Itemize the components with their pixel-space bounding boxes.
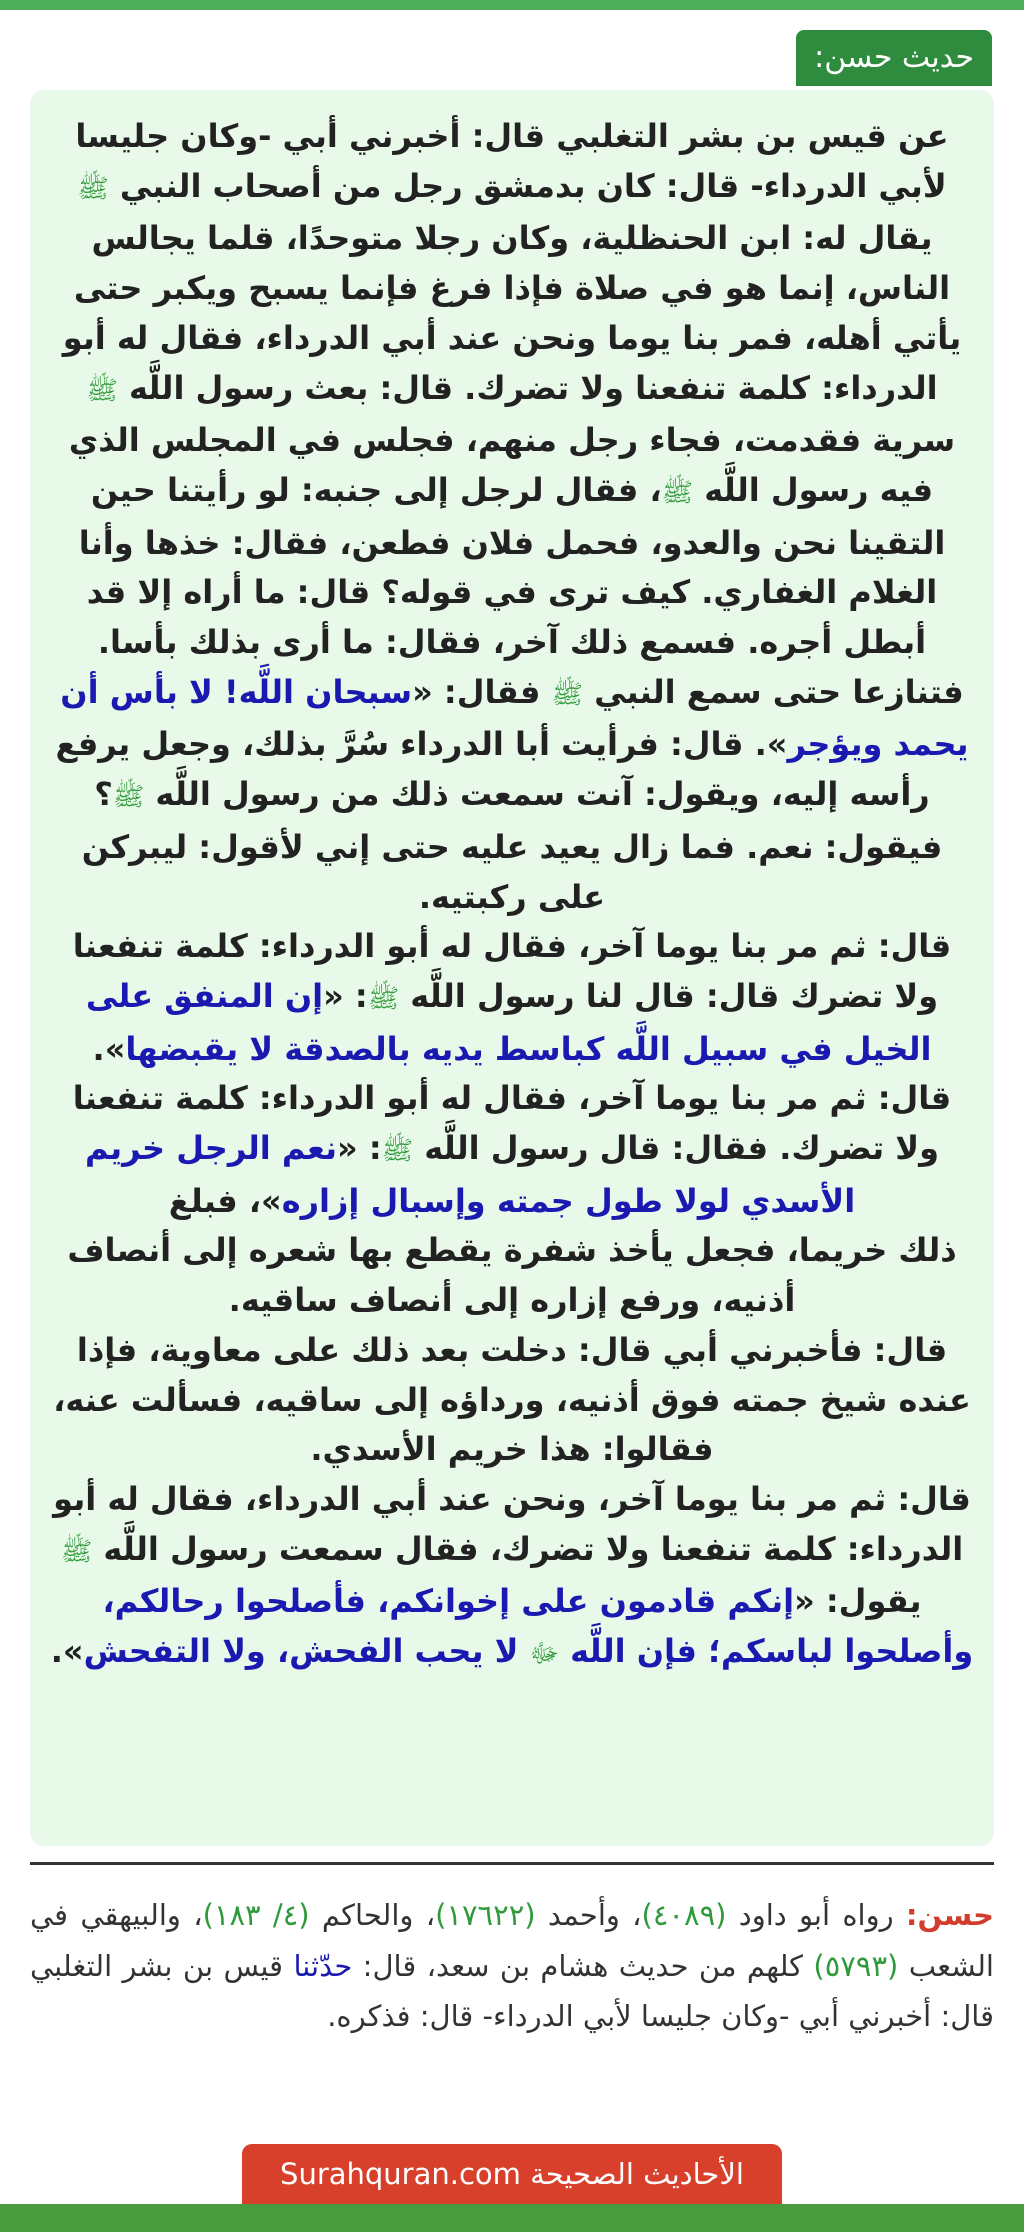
hadith-text-segment: قال: ثم مر بنا يوما آخر، فقال له أبو الدرداء: كلمة تنفعنا ولا تضرك قال: قال لنا رسول اللَّه <box>72 927 952 1015</box>
hadith-text-segment: فقال: « <box>412 672 552 711</box>
hadith-number: (١٧٦٢٢) <box>435 1898 536 1932</box>
takhrij-text: ، والحاكم <box>309 1898 436 1932</box>
hadith-paragraph-1 <box>48 112 976 922</box>
hadith-paragraph-3b: ذلك خريما، فجعل يأخذ شفرة يقطع بها شعره إلى أنصاف أذنيه، ورفع إزاره إلى أنصاف ساقيه. <box>67 1231 957 1320</box>
salawat-icon: ﷺ <box>551 679 584 710</box>
salawat-icon: ﷺ <box>367 983 400 1014</box>
hadith-text-box <box>30 90 994 1846</box>
hadith-number: (٥٧٩٣) <box>813 1948 899 1983</box>
salawat-icon: ﷺ <box>77 173 109 204</box>
hadith-text-segment: يقول: « <box>794 1582 922 1621</box>
top-accent-bar <box>0 0 1024 10</box>
hadith-paragraph-3 <box>48 1074 976 1226</box>
header-label-row <box>796 30 992 86</box>
hadith-text-segment: سرية فقدمت، فجاء رجل منهم، فجلس في المجلس الذي فيه رسول اللَّه <box>68 421 956 509</box>
salawat-icon: ﷺ <box>661 477 694 508</box>
prophet-quote-2: إن المنفق على الخيل في سبيل اللَّه كباسط يديه بالصدقة لا يقبضها <box>85 976 932 1068</box>
bottom-accent-bar <box>0 2204 1024 2232</box>
hadith-text-segment: : « <box>337 1129 382 1168</box>
hadith-number: (٤/ ١٨٣) <box>202 1898 310 1932</box>
salawat-icon: ﷺ <box>112 782 145 813</box>
hadith-text-segment: قال: ثم مر بنا يوما آخر، فقال له أبو الدرداء: كلمة تنفعنا ولا تضرك. فقال: قال رسول اللَّه <box>72 1079 952 1168</box>
prophet-quote-4-end: لا يحب الفحش، ولا التفحش <box>83 1632 530 1671</box>
hadith-paragraph-5 <box>48 1475 976 1680</box>
hadith-paragraph-2 <box>48 922 976 1074</box>
site-badge[interactable]: الأحاديث الصحيحة Surahquran.com <box>242 2144 782 2204</box>
salawat-icon: ﷺ <box>381 1136 414 1167</box>
hadith-text-segment: عن قيس بن بشر التغلبي قال: أخبرني أبي -وكان جليسا لأبي الدرداء- قال: كان بدمشق رجل من أصحاب النبي <box>75 117 949 205</box>
hadith-text-segment: ». <box>92 1029 126 1068</box>
salawat-icon: ﷺ <box>60 1536 93 1567</box>
grade-label: حسن: <box>905 1898 994 1932</box>
takhrij-section <box>30 1890 994 2042</box>
narration-link[interactable]: حدّثنا <box>293 1948 353 1983</box>
takhrij-text: قيس بن بشر التغلبي قال: أخبرني أبي -وكان جليسا لأبي الدرداء- قال: فذكره. <box>30 1948 994 2033</box>
takhrij-text: ، وأحمد <box>535 1898 642 1932</box>
azza-wajal-icon: ﷻ <box>529 1639 559 1670</box>
takhrij-text: ، والبيهقي في الشعب <box>30 1898 994 1983</box>
takhrij-text: كلهم من حديث هشام بن سعد، قال: <box>352 1948 814 1983</box>
hadith-text-segment: ». <box>50 1632 84 1671</box>
hadith-paragraph-4: قال: فأخبرني أبي قال: دخلت بعد ذلك على معاوية، فإذا عنده شيخ جمته فوق أذنيه، ورداؤه إلى ساقيه، فسألت عنه، فقالوا: هذا خريم الأسدي. <box>53 1330 971 1469</box>
prophet-quote-3: نعم الرجل خريم الأسدي لولا طول جمته وإسبال إزاره <box>84 1129 856 1220</box>
hadith-text-segment: ، فقال لرجل إلى جنبه: لو رأيتنا حين التقينا نحن والعدو، فحمل فلان فطعن، فقال: خذها وأنا الغلام الغفاري. كيف ترى في قوله؟ قال: ما أراه إلا قد أبطل أجره. فسمع ذلك آخر، فقال: ما أرى بذلك بأسا. فتنازعا حتى سمع النبي <box>78 470 964 711</box>
takhrij-text: رواه أبو داود <box>726 1898 906 1932</box>
prophet-quote-1: سبحان اللَّه! لا بأس أن يحمد ويؤجر <box>60 672 969 764</box>
hadith-number: (٤٠٨٩) <box>641 1898 727 1932</box>
hadith-text-segment: : « <box>323 976 368 1015</box>
hadith-text-segment: قال: ثم مر بنا يوما آخر، ونحن عند أبي الدرداء، فقال له أبو الدرداء: كلمة تنفعنا ولا تضرك، فقال سمعت رسول اللَّه <box>53 1479 971 1568</box>
hadith-text-segment: ؟ فيقول: نعم. فما زال يعيد عليه حتى إني لأقول: ليبركن على ركبتيه. <box>81 775 943 916</box>
prophet-quote-4: إنكم قادمون على إخوانكم، فأصلحوا رحالكم، وأصلحوا لباسكم؛ فإن اللَّه <box>102 1582 974 1671</box>
hadith-text-segment: »، فبلغ <box>168 1181 282 1220</box>
hadith-text-segment: ». قال: فرأيت أبا الدرداء سُرَّ بذلك، وجعل يرفع رأسه إليه، ويقول: آنت سمعت ذلك من رسول اللَّه <box>55 725 930 814</box>
hadith-grade-tag: حديث حسن: <box>796 30 992 86</box>
salawat-icon: ﷺ <box>86 375 118 406</box>
section-divider <box>30 1862 994 1865</box>
hadith-text-segment: يقال له: ابن الحنظلية، وكان رجلا متوحدًا، قلما يجالس الناس، إنما هو في صلاة فإذا فرغ فإنما يسبح ويكبر حتى يأتي أهله، فمر بنا يوما ونحن عند أبي الدرداء، فقال له أبو الدرداء: كلمة تنفعنا ولا تضرك. قال: بعث رسول اللَّه <box>62 219 962 407</box>
